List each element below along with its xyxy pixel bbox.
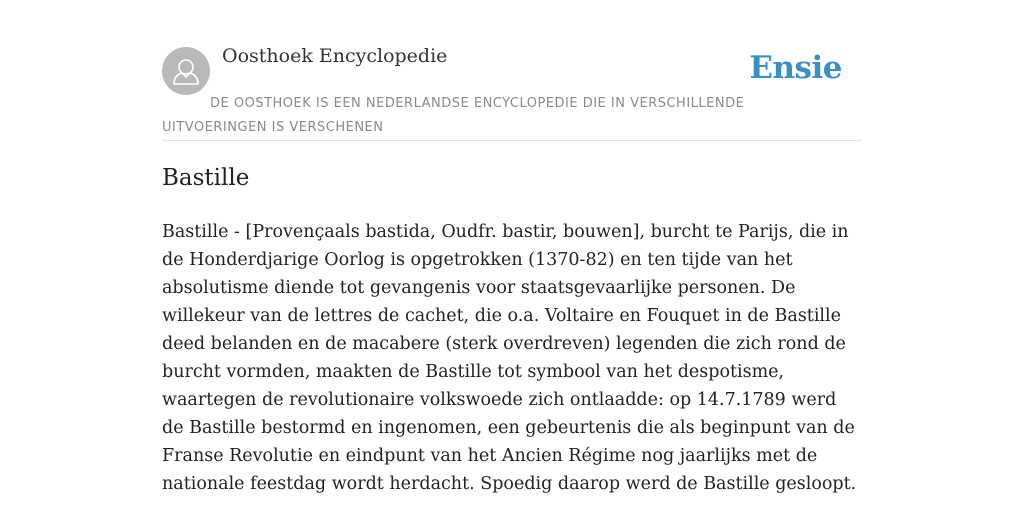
user-silhouette-icon [162, 47, 210, 95]
article [162, 160, 862, 498]
site-header [162, 44, 862, 141]
avatar[interactable] [162, 47, 210, 95]
page-title: Bastille [162, 165, 250, 191]
site-tagline: DE OOSTHOEK IS EEN NEDERLANDSE ENCYCLOPEDIE DIE IN VERSCHILLENDE UITVOERINGEN IS VERSCHENEN [162, 96, 745, 135]
site-name[interactable]: Oosthoek Encyclopedie [222, 45, 448, 67]
ensie-logo[interactable]: Ensie [749, 50, 842, 86]
article-body: Bastille - [Provençaals bastida, Oudfr. bastir, bouwen], burcht te Parijs, die in de Honderdjarige Oorlog is opgetrokken (1370-82) en ten tijde van het absolutisme diende tot gevangenis voor staatsgevaarlijke personen. De willekeur van de lettres de cachet, die o.a. Voltaire en Fouquet in de Bastille deed belanden en de macabere (sterk overdreven) legenden die zich rond de burcht vormden, maakten de Bastille tot symbool van het despotisme, waartegen de revolutionaire volkswoede zich ontlaadde: op 14.7.1789 werd de Bastille bestormd en ingenomen, een gebeurtenis die als beginpunt van de Franse Revolutie en eindpunt van het Ancien Régime nog jaarlijks met de nationale feestdag wordt herdacht. Spoedig daarop werd de Bastille gesloopt. [162, 222, 857, 494]
